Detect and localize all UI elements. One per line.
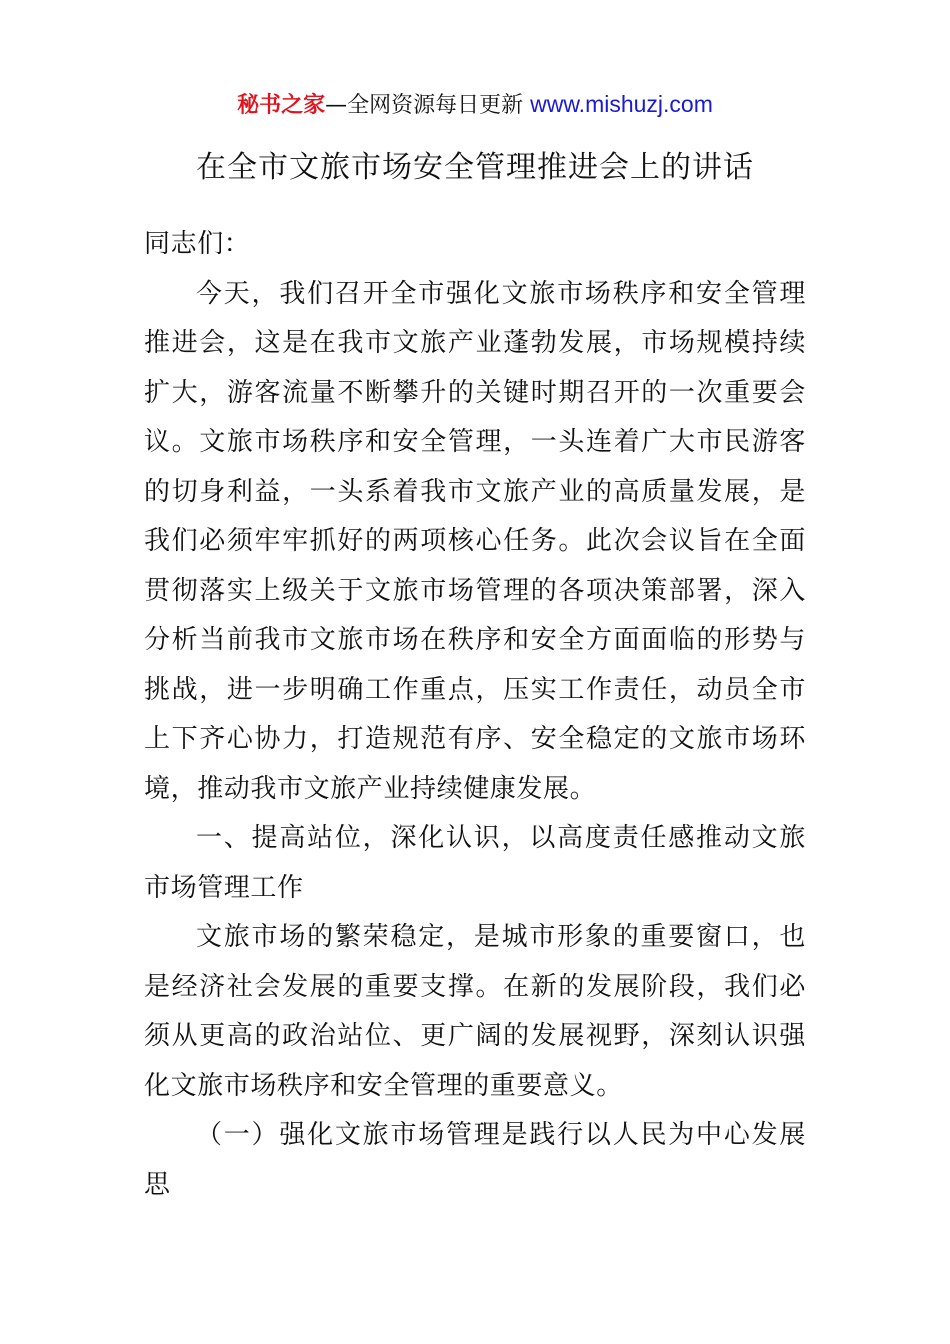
site-link[interactable]: www.mishuzj.com: [530, 91, 713, 117]
document-title: 在全市文旅市场安全管理推进会上的讲话: [196, 150, 754, 185]
site-header: [0, 88, 950, 122]
document-body: [144, 220, 806, 1210]
salutation: 同志们：: [144, 229, 251, 259]
brand-name: 秘书之家: [237, 93, 326, 118]
paragraph-intro: 今天，我们召开全市强化文旅市场秩序和安全管理推进会，这是在我市文旅产业蓬勃发展，市场规模持续扩大，游客流量不断攀升的关键时期召开的一次重要会议。文旅市场秩序和安全管理，一头连着广大市民游客的切身利益，一头系着我市文旅产业的高质量发展，是我们必须牢牢抓好的两项核心任务。此次会议旨在全面贯彻落实上级关于文旅市场管理的各项决策部署，深入分析当前我市文旅市场在秩序和安全方面面临的形势与挑战，进一步明确工作重点，压实工作责任，动员全市上下齐心协力，打造规范有序、安全稳定的文旅市场环境，推动我市文旅产业持续健康发展。: [144, 278, 806, 804]
paragraph-section-1: 文旅市场的繁荣稳定，是城市形象的重要窗口，也是经济社会发展的重要支撑。在新的发展阶段，我们必须从更高的政治站位、更广阔的发展视野，深刻认识强化文旅市场秩序和安全管理的重要意义。: [144, 922, 806, 1101]
section-heading-1: 一、提高站位，深化认识，以高度责任感推动文旅市场管理工作: [144, 823, 806, 903]
subsection-heading-1: （一）强化文旅市场管理是践行以人民为中心发展思: [144, 1120, 806, 1200]
header-tagline: —全网资源每日更新: [325, 93, 531, 118]
